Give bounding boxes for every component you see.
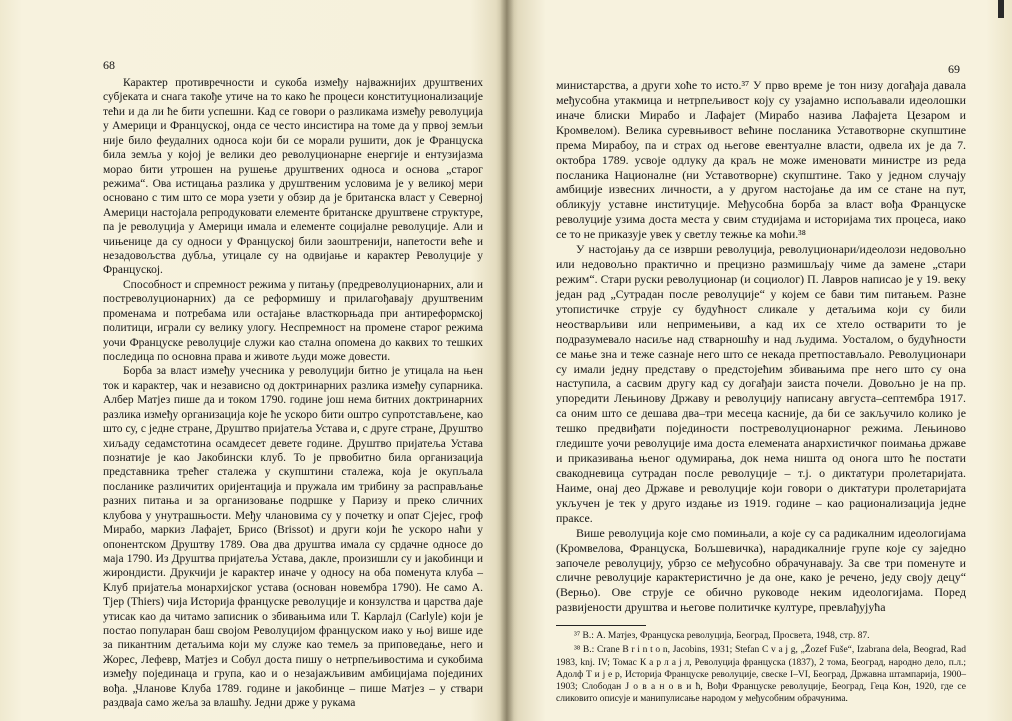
footnote-38: ³⁸ В.: Crane B r i n t o n, Jacobins, 1931; Stefan C v a j g, „Žozef Fuše“, Izabrana dela, Beograd, Rad 1983, knj. IV; Томас К а р л а ј л, Револуција француска (1837), 2 тома, Београд, народно дело, п.л.; Адолф Т и ј е р, Историја Француске револуције, свеске I–VI, Београд, Државна штампарија, 1900–1903; Слободан Ј о в а н о в и ћ, Вођи Француске револуције, Београд, Геца Кон, 1920, где се сликовито описује и манипулисање народом у међусобним обрачунима.: [556, 645, 966, 705]
book-spine: [500, 0, 514, 721]
left-paragraph-1: Карактер противречности и сукоба између најважнијих друштвених субјеката и снага такође утиче на то како ће процеси конституционализације тећи и да ли ће бити успешни. Кад се говори о разликама између револуција у Америци и Француској, онда се често инсистира на томе да у првој земљи није било феудалних односа који би се морали рушити, док је Француска била земља у којој је велики део револуционарне енергије и ентузијазма морао бити утрошен на рушење друштвених односа и основа „старог режима“. Ова истицања разлика у друштвеним условима је у великој мери основано с тим што се мора узети у обзир да је британска власт у Северној Америци настојала репродуковати елементе британске друштвене структуре, па је револуција у Америци имала и елементе социјалне револуције. Али и чињенице да су односи у Француској били заоштренији, напетости веће и незадовољства дубља, утицале су на одвијање и карактер Револуције у Француској.: [103, 77, 483, 277]
right-paragraph-1: министарства, а други хоће то исто.³⁷ У прво време је тон низу догађаја давала међусобна утакмица и нетрпељивост коју су узајамно испољавали идеолошки иначе блиски Мирабо и Лафајет (Мирабо назива Лафајета Цезаром и Кромвелом). Велика суревњивост већине посланика Уставотворне скупштине према Мирабоу, па и страх од његове евентуалне власти, одвела их је да 7. октобра 1789. усвоје одлуку да краљ не може именовати министре из реда посланика Националне (ни Уставотворне) скупштине. Тако у једном случају амбиције извесних личности, а у другом настојање да им се стане на пут, обликују уставне институције. Међусобна борба за власт вођа Француске револуције узима доста места у свим студијама и историјама тих процеса, иако се то не приказује увек у светлу тежње ка моћи.³⁸: [556, 78, 966, 242]
corner-mark: [998, 0, 1004, 18]
right-page: [506, 0, 1012, 721]
right-page-number: 69: [948, 62, 960, 76]
footnote-37: ³⁷ В.: А. Матјез, Француска револуција, Београд, Просвета, 1948, стр. 87.: [574, 631, 870, 642]
left-page-number: 68: [103, 58, 115, 72]
right-paragraph-2: У настојању да се изврши револуција, револуционари/идеолози недовољно или недовољно практично и прецизно размишљају чиме да замене „стари режим“. Стари руски револуционар (и социолог) П. Лавров написао је у 19. веку један рад „Сутрадан после револуције“ у којем се бави тим питањем. Разне утопистичке струје су будућност сликале у детаљима који су били неостварљиви или непримењиви, а кад их се хтело остварити то је подразумевало насиље над стварношћу и над људима. Уосталом, о будућности се мање зна и теже сазнаје него што се некада претпостављало. Револуционари су имали једну представу о предстојећим збивањима пре него што су она наступила, а сасвим другу кад су догађаји заиста почели. Довољно је на пр. упоредити Лењинову Државу и револуцију написану августа–септембра 1917. са оним што се дешава два–три месеца касније, да би се закључило колико је тешко предвиђати појединости постреволуционарног режима. Лењиново гледиште уочи револуције има доста елемената анархистичког поимања државе и приказивања њеног одумирања, док нема ништа од онога што ће постати свакодневица сутрадан после револуције – т.ј. о диктатури пролетаријата. Наиме, онај део Државе и револуције који говори о диктатури пролетаријата укључен је тек у друго издање из 1919. године – као рационализација једне праксе.: [556, 242, 966, 525]
right-page-body: [556, 78, 966, 708]
left-paragraph-3: Борба за власт између учесника у револуцији битно је утицала на њен ток и карактер, чак и независно од доктринарних разлика између супарника. Албер Матјез пише да и током 1790. године још нема битних доктринарних разлика између организација које ће ускоро бити оштро супротстављене, као што су, с једне стране, Друштво пријатеља Устава и, с друге стране, Друштво хиљаду седамстотина осамдесет девете године. Друштво пријатеља Устава познатије је као Јакобински клуб. То је првобитно била организација представника трећег сталежа у скупштини сталежа, која је окупљала посланике различитих оријентација и пружала им трибину за расправљање разних питања и за организовање подршке у Паризу и преко сличних клубова у унутрашњости. Међу члановима су у почетку и опат Сјејес, гроф Мирабо, маркиз Лафајет, Брисо (Brissot) и други који ће ускоро наћи у опонентском Друштву 1789. Ова два друштва имала су срдачне односе до маја 1790. Из Друштва пријатеља Устава, дакле, произишли су и јакобинци и жирондисти. Друкчији је карактер иначе у односу на оба поменута клуба – Клуб пријатеља монархијског устава (основан новембра 1790). Не само А. Тјер (Thiers) чија Историја француске револуције и конзулства и царства даје утисак као да читамо записник о збивањима или Т. Карлајл (Carlyle) који је постао популаран баш својом Револуцијом француском иако у њој више иде за пикантним детаљима који му служе као темељ за приповедање, него и Жорес, Лефевр, Матјез и Собул доста пишу о нетрпељивостима и сукобима између појединаца и група, као и о незајажљивим амбицијама појединих вођа. „Чланове Клуба 1789. године и јакобинце – пише Матјез – у ствари раздваја само жеља за влашћу. Једни држе у рукама: [103, 365, 483, 710]
right-paragraph-3: Више револуција које смо помињали, а које су са радикалним идеологијама (Кромвелова, Француска, Бољшевичка), нарадикалније групе које су заједно започеле револуцију, убрзо се међусобно обрачунавају. За све три поменуте и сличне револуције карактеристично је да оне, како је речено, једу своју децу“ (Верњо). Овe струје се обично руководе неким идеологијама. Поред развијености друштва и његове политичке културе, превлађујућа: [556, 525, 966, 615]
left-paragraph-2: Способност и спремност режима у питању (предреволуционарних, али и постреволуционарних) да се реформишу и прилагођавају друштвеним променама и потребама или остајање власткорњада при антиреформској политици, играли су велику улогу. Неспремност на промене старог режима уочи Француске револуције служи као стална опомена до каквих то тешких последица по основна права и животе људи може довести.: [103, 278, 483, 364]
footnote-separator: [556, 625, 646, 626]
left-page-body: [103, 76, 483, 711]
